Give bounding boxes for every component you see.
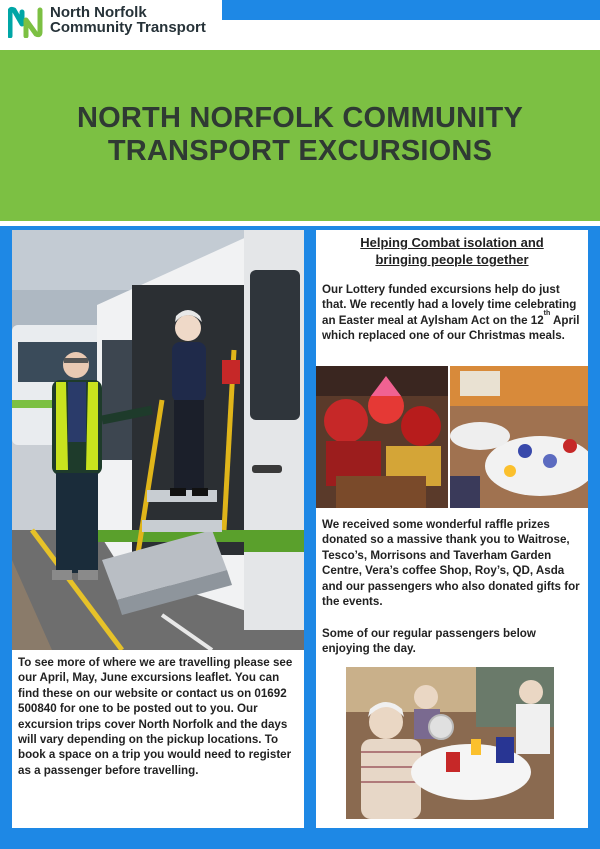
left-info-box (12, 650, 304, 828)
ordinal-suffix: th (543, 309, 551, 317)
excursions-info-text: To see more of where we are travelling please see our April, May, June excursions leaflet. You can find these on our website or contact us on 01692 500840 for one to be posted out to you. Our excursion trips cover North Norfolk and the days will vary depending on the pickup locations. To book a space on a trip you would need to register as a passenger before travelling. (18, 656, 293, 777)
header (0, 0, 600, 44)
passengers-photo (346, 667, 554, 819)
org-name (50, 5, 206, 35)
page-title (0, 102, 600, 168)
minibus-illustration (12, 230, 304, 650)
org-name-line1: North Norfolk (50, 4, 147, 21)
easter-hampers-photo (316, 366, 448, 508)
easter-meal-text-part1: Our Lottery funded excursions help do just that. We recently had a lovely time celebrating an Easter meal at Aylsham Act on the 12 (322, 283, 577, 327)
page-title-line1: NORTH NORFOLK COMMUNITY (76, 102, 523, 134)
dining-tables-photo (450, 366, 588, 508)
header-blue-stripe (222, 0, 600, 20)
nnct-logo-icon (8, 6, 44, 38)
right-column (316, 230, 588, 828)
title-banner (0, 48, 600, 221)
raffle-thanks-text: We received some wonderful raffle prizes donated so a massive thank you to Waitrose, Tesco’s, Morrisons and Taverham Garden Centre, Vera’s coffee Shop, Roy’s, QD, Asda and our passengers who also donated gifts for the events. (322, 518, 580, 609)
page-title-line2: TRANSPORT EXCURSIONS (107, 135, 493, 167)
section-heading-line1: Helping Combat isolation and (360, 235, 544, 250)
easter-meal-text-part2: April which replaced one of our Christmas meals. (322, 313, 580, 343)
section-heading (316, 234, 588, 268)
org-logo[interactable] (8, 4, 228, 40)
easter-meal-text (322, 282, 584, 344)
passengers-caption: Some of our regular passengers below enjoying the day. (322, 627, 536, 656)
org-name-line2: Community Transport (50, 19, 206, 36)
section-heading-line2: bringing people together (375, 252, 529, 267)
minibus-photo (12, 230, 304, 650)
